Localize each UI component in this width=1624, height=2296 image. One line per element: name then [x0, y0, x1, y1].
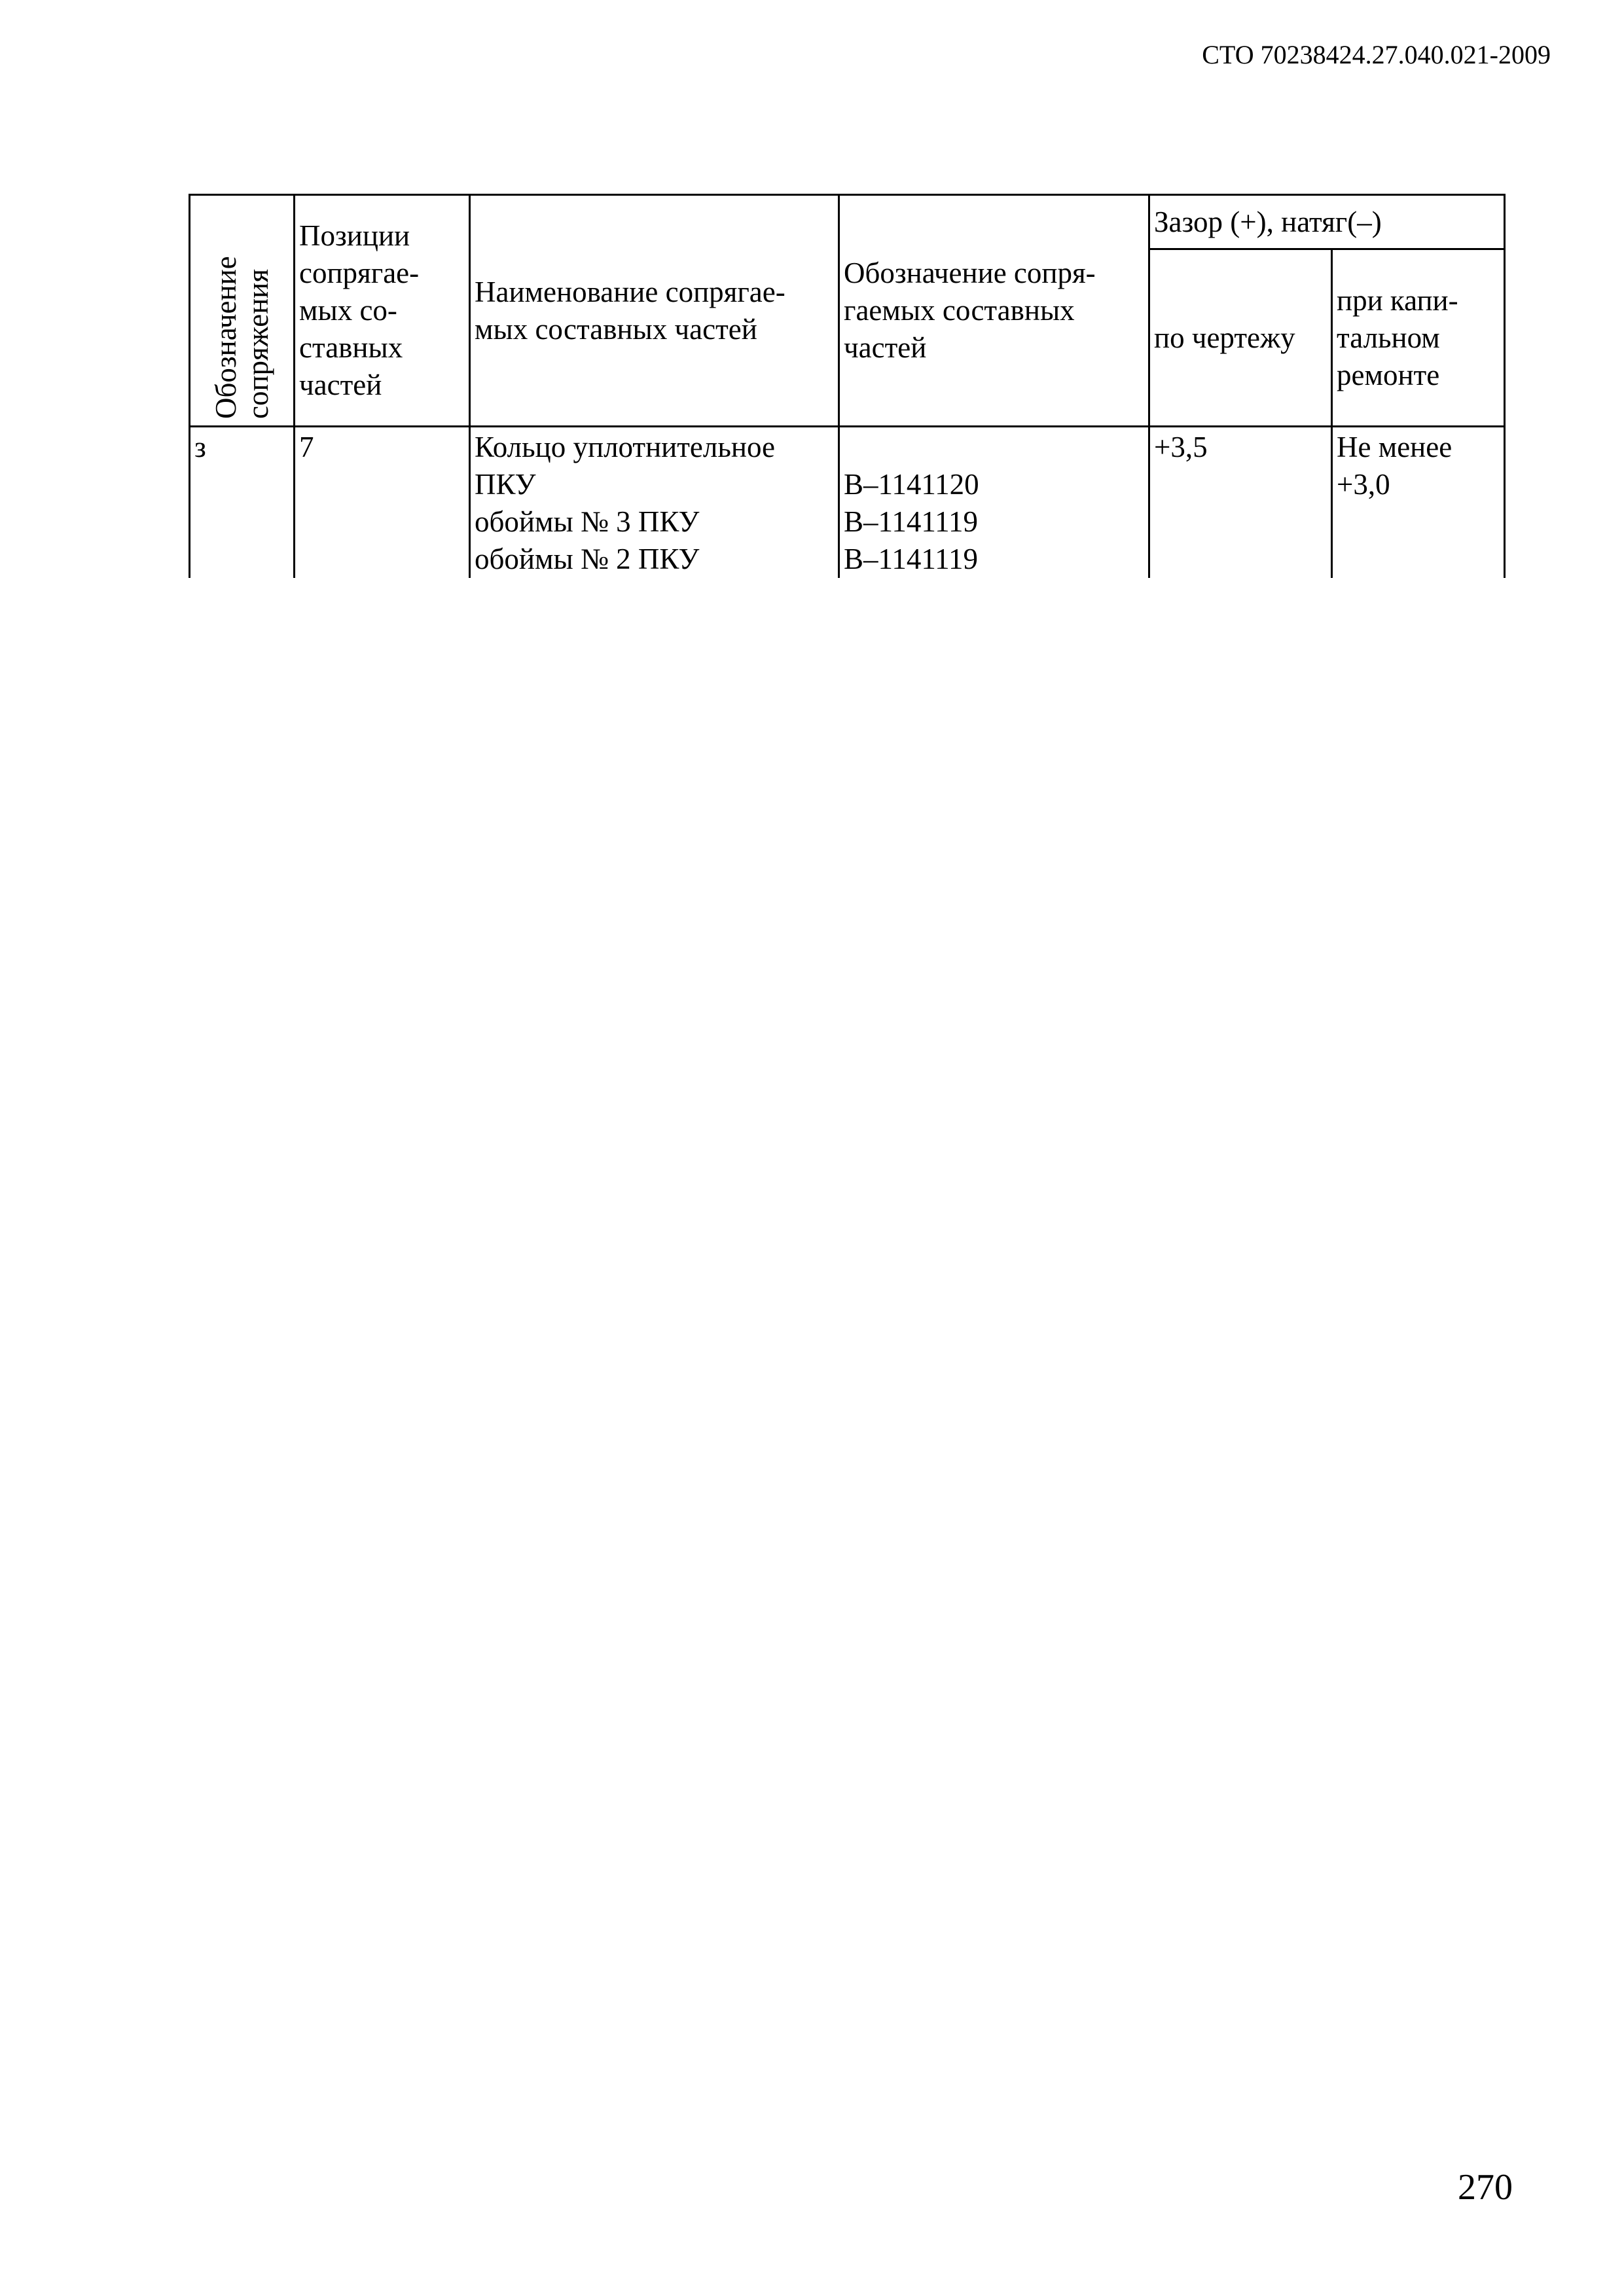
cell-overhaul	[1332, 427, 1505, 579]
header-positions-line: Позиции	[299, 219, 410, 252]
cell-part-name-line: обоймы № 3 ПКУ	[475, 505, 700, 538]
mating-parts-table	[189, 194, 1506, 578]
cell-part-code-line: В–1141119	[844, 543, 979, 575]
table-row	[190, 427, 1505, 579]
table-header-row	[190, 195, 1505, 249]
header-positions	[295, 195, 470, 427]
cell-designation: з	[190, 427, 295, 579]
cell-by-drawing: +3,5	[1149, 427, 1332, 579]
header-overhaul-line: ремонте	[1337, 358, 1440, 391]
header-positions-line: ставных	[299, 331, 403, 364]
header-overhaul-line: при капи-	[1337, 283, 1458, 317]
header-positions-line: сопрягае-	[299, 257, 420, 289]
cell-part-code-line: В–1141120	[844, 468, 979, 501]
header-part-code	[839, 195, 1149, 427]
header-part-name	[470, 195, 839, 427]
cell-part-name	[470, 427, 839, 579]
cell-part-code	[839, 427, 1149, 579]
header-positions-line: частей	[299, 368, 382, 401]
header-part-code-line: Обозначение сопря-	[844, 257, 1096, 289]
cell-overhaul-line: Не менее	[1337, 431, 1453, 463]
header-designation	[190, 195, 295, 427]
header-positions-line: мых со-	[299, 294, 397, 327]
cell-part-name-line: ПКУ	[475, 468, 536, 501]
header-designation-rotated	[210, 256, 274, 419]
header-overhaul-line: тальном	[1337, 321, 1440, 354]
header-by-drawing: по чертежу	[1149, 249, 1332, 427]
cell-part-code-line: В–1141119	[844, 505, 979, 538]
header-part-name-line: мых составных частей	[475, 312, 757, 346]
header-clearance: Зазор (+), натяг(–)	[1149, 195, 1505, 249]
header-part-code-line: гаемых составных	[844, 294, 1075, 327]
document-code: СТО 70238424.27.040.021-2009	[1202, 40, 1551, 69]
cell-part-name-line: обоймы № 2 ПКУ	[475, 543, 700, 575]
cell-overhaul-line: +3,0	[1337, 468, 1390, 501]
cell-part-name-line: Кольцо уплотнительное	[475, 431, 775, 463]
cell-spacer	[844, 429, 1144, 466]
page-number: 270	[1458, 2167, 1513, 2208]
header-part-name-line: Наименование сопрягае-	[475, 275, 785, 308]
header-designation-line: сопряжения	[241, 268, 274, 419]
table-container	[189, 194, 1506, 578]
header-designation-line: Обозначение	[209, 256, 242, 419]
header-part-code-line: частей	[844, 331, 927, 364]
header-overhaul	[1332, 249, 1505, 427]
cell-position: 7	[295, 427, 470, 579]
